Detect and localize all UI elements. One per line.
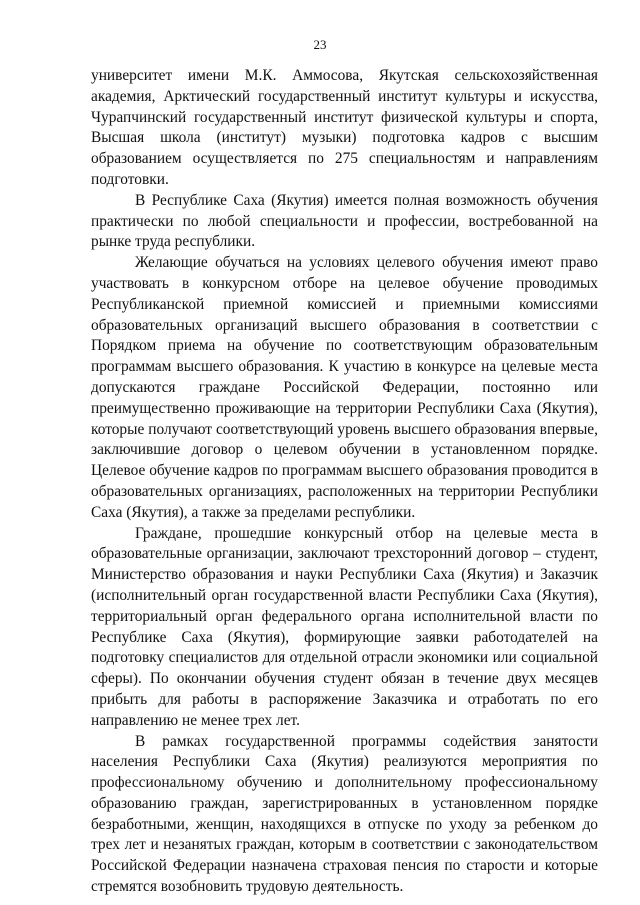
paragraph-tripartite-contract: Граждане, прошедшие конкурсный отбор на целевые места в образовательные организации, заключают трехсторонний договор – студент, Министерство образования и науки Республики Саха (Якутия) и Заказчик (исполнительный орган государственной власти Республики Саха (Якутия), территориальный орган федерального органа исполнительной власти по Республике Саха (Якутия), формирующие заявки работодателей на подготовку специалистов для отдельной отрасли экономики или социальной сферы). По окончании обучения студент обязан в течение двух месяцев прибыть для работы в распоряжение Заказчика и отработать по его направлению не менее трех лет. — [91, 524, 598, 729]
paragraph-targeted-training: Желающие обучаться на условиях целевого обучения имеют право участвовать в конкурсном отборе на целевое обучение проводимых Республиканской приемной комиссией и приемными комиссиями образовательных организаций высшего образования в соответствии с Порядком приема на обучение по соответствующим образовательным программам высшего образования. К участию в конкурсе на целевые места допускаются граждане Российской Федерации, постоянно или преимущественно проживающие на территории Республики Саха (Якутия), которые получают соответствующий уровень высшего образования впервые, заключившие договор о целевом обучении в установленном порядке. Целевое обучение кадров по программам высшего образования проводится в образовательных организациях, расположенных на территории Республики Саха (Якутия), а также за пределами республики. — [91, 254, 598, 521]
document-body — [91, 66, 598, 898]
paragraph-universities-list: университет имени М.К. Аммосова, Якутская сельскохозяйственная академия, Арктический государственный институт культуры и искусства, Чурапчинский государственный институт физической культуры и спорта, Высшая школа (институт) музыки) подготовка кадров с высшим образованием осуществляется по 275 специальностям и направлениям подготовки. — [91, 67, 598, 188]
page-number: 23 — [313, 37, 327, 52]
paragraph-employment-program: В рамках государственной программы содействия занятости населения Республики Саха (Якутия) реализуются мероприятия по профессиональному обучению и дополнительному профессиональному образованию граждан, зарегистрированных в установленном порядке безработными, женщин, находящихся в отпуске по уходу за ребенком до трех лет и незанятых граждан, которым в соответствии с законодательством Российской Федерации назначена страховая пенсия по старости и которые стремятся возобновить трудовую деятельность. — [91, 732, 598, 896]
paragraph-education-opportunity: В Республике Саха (Якутия) имеется полная возможность обучения практически по любой специальности и профессии, востребованной на рынке труда республики. — [91, 191, 598, 251]
